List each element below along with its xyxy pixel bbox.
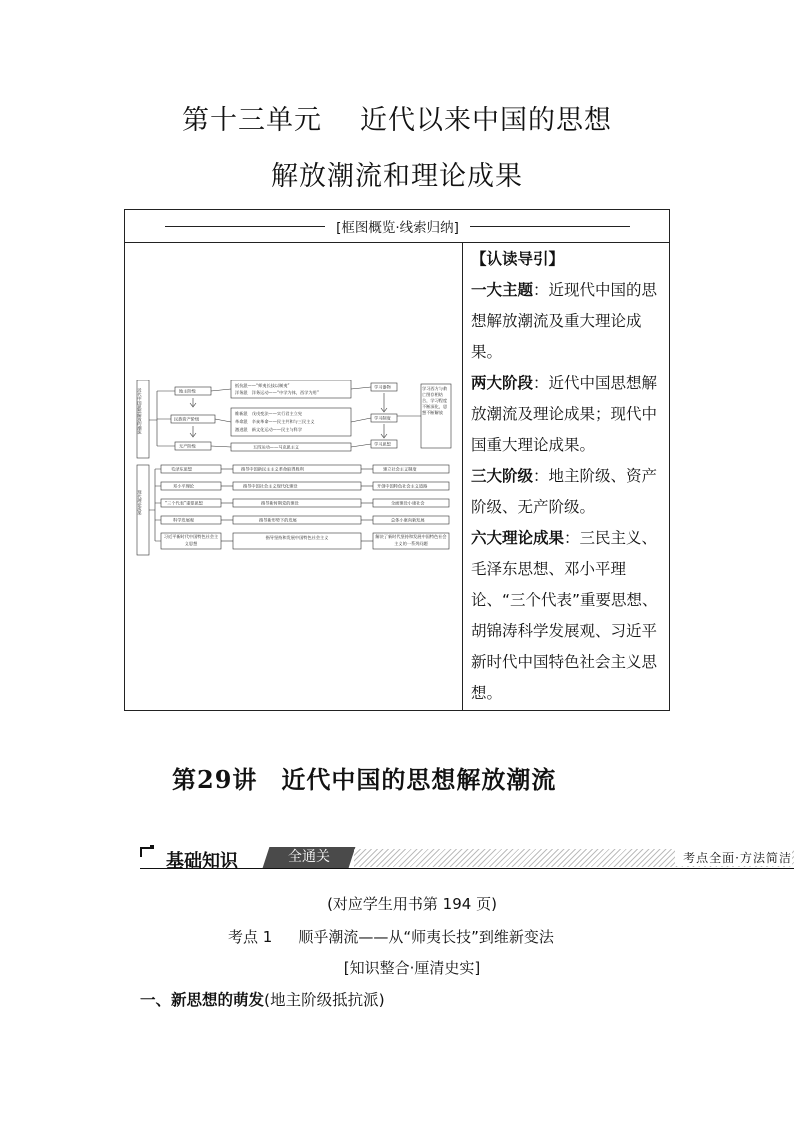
learn-result-fo — [422, 386, 450, 448]
lecture-prefix: 第 — [172, 766, 197, 794]
exam-point — [228, 926, 554, 947]
guide-sep-1: ： — [533, 281, 549, 299]
frame-header-title: [框图概览·线索归纳] — [336, 220, 459, 236]
diagram-left-bottom-text: 现代理论成果 — [137, 490, 143, 516]
learn-1: 学习器物 — [374, 384, 391, 390]
theory-bracket — [149, 469, 161, 541]
guide-heading: 【认读导引】 — [471, 250, 565, 268]
event-5: 激进派 新文化运动——民主与科学 — [235, 427, 303, 432]
guide-key-1: 一大主题 — [471, 281, 534, 299]
section-banner — [140, 845, 794, 872]
event-6: 五四运动——马克思主义 — [253, 444, 300, 450]
link-learn-3 — [351, 444, 371, 447]
class-text-3: 无产阶级 — [179, 443, 196, 449]
guide-text-3: 地主阶级、资产阶级、无产阶级。 — [471, 467, 658, 516]
banner-tag-text: 全通关 — [288, 849, 330, 865]
unit-title-line-2: 解放潮流和理论成果 — [271, 161, 523, 192]
banner-dot-icon — [150, 845, 154, 849]
theory-1: 毛泽东思想 — [171, 466, 192, 472]
guide-5: 指导坚持和发展中国特色社会主义 — [265, 535, 329, 540]
guide-text-2: 近代中国思想解放潮流及理论成果；现代中国重大理论成果。 — [471, 374, 658, 454]
learn-2: 学习制度 — [374, 415, 391, 421]
guide-2: 指导中国社会主义现代化建设 — [243, 483, 298, 489]
guide-text-1: 近现代中国的思想解放潮流及重大理论成果。 — [471, 281, 658, 361]
section-number: 一、 — [140, 991, 172, 1009]
unit-title-part1: 近代以来中国的思想 — [360, 105, 612, 136]
class-text-1: 地主阶级 — [179, 388, 196, 394]
guide-item-2 — [471, 368, 667, 461]
guide-box-4 — [233, 516, 361, 524]
point-title: 顺乎潮流——从“师夷长技”到维新变法 — [298, 928, 554, 946]
learn-3: 学习思想 — [374, 441, 391, 447]
guide-sep-4: ： — [564, 529, 580, 547]
event-4: 革命派 辛亥革命——民主共和与三民主义 — [235, 419, 315, 424]
lecture-suffix: 讲 — [232, 766, 258, 794]
banner-motto: 考点全面·方法简洁 — [675, 849, 792, 866]
unit-title-line-1 — [0, 98, 794, 137]
diagram-left-top-text: 近代中国思想解放的潮流 — [137, 388, 143, 435]
guide-3: 指导新时期党的建设 — [261, 500, 299, 506]
result-5-fo — [374, 534, 448, 549]
guide-1: 指导中国新民主主义革命取得胜利 — [241, 466, 304, 472]
overview-frame — [124, 209, 670, 711]
link-3 — [211, 446, 231, 447]
guide-text-4: 三民主义、毛泽东思想、邓小平理论、“三个代表”重要思想、胡锦涛科学发展观、习近平新时代中国特色社会主义思想。 — [471, 529, 658, 702]
header-rule-left — [165, 226, 325, 227]
point-label: 考点 1 — [228, 928, 273, 946]
event-2: 洋务派 洋务运动——“中学为体，西学为用” — [235, 390, 319, 395]
banner-corner-icon — [140, 847, 150, 857]
banner-basic: 基础知识 — [166, 851, 238, 872]
link-1 — [211, 389, 231, 391]
event-1: 抵抗派——“师夷长技以制夷” — [235, 383, 290, 388]
guide-4: 指导新形势下的发展 — [259, 517, 297, 523]
theory-row-3 — [161, 499, 449, 507]
theory-3: “三个代表”重要思想 — [165, 500, 203, 506]
guide-key-4: 六大理论成果 — [471, 529, 565, 547]
arrow-learn-1 — [381, 393, 387, 412]
arrow-down-2 — [190, 426, 196, 437]
frame-header — [125, 210, 669, 243]
book-reference: (对应学生用书第 194 页) — [327, 895, 497, 913]
theory-4: 科学发展观 — [173, 517, 194, 523]
arrow-down-1 — [190, 398, 196, 407]
theory-row-2 — [161, 482, 449, 490]
overview-diagram — [135, 380, 455, 560]
guide-item-3 — [471, 461, 667, 523]
guide-item-1 — [471, 275, 667, 368]
diagram-svg — [135, 380, 455, 560]
arrow-learn-2 — [381, 424, 387, 438]
theory-5-fo — [162, 534, 220, 549]
frame-divider — [462, 243, 463, 710]
result-5: 解决了新时代坚持和发展中国特色社会主义的一系列问题 — [375, 534, 447, 546]
theory-row-1 — [161, 465, 449, 473]
result-4: 总体小康向新发展 — [391, 517, 425, 523]
theory-row-4 — [161, 516, 449, 524]
guide-key-3: 三大阶级 — [471, 467, 534, 485]
banner-baseline — [140, 868, 794, 869]
knowledge-integrate: [知识整合·厘清史实] — [343, 959, 481, 977]
lecture-name: 近代中国的思想解放潮流 — [281, 766, 557, 794]
guide-item-4 — [471, 523, 667, 709]
guide-key-2: 两大阶段 — [471, 374, 534, 392]
theory-2: 邓小平理论 — [173, 483, 194, 489]
section-heading — [140, 988, 385, 1010]
banner-tag — [263, 847, 356, 868]
result-2: 开创中国特色社会主义道路 — [377, 483, 428, 489]
guide-5-fo — [235, 535, 359, 549]
section-note: (地主阶级抵抗派) — [264, 991, 385, 1009]
guide-sep-2: ： — [533, 374, 549, 392]
lecture-number: 29 — [197, 765, 233, 794]
link-learn-1 — [351, 387, 371, 389]
learn-result-text: 学习西方与救亡图存相结合，学习程度不断深化，思想不断解放 — [422, 386, 448, 415]
reading-guide — [471, 244, 667, 709]
theory-row-5 — [161, 533, 449, 549]
result-1: 建立社会主义制度 — [383, 466, 417, 472]
section-title: 新思想的萌发 — [171, 991, 265, 1009]
unit-label: 第十三单元 — [182, 105, 322, 136]
result-3: 全面建设小康社会 — [391, 500, 425, 506]
theory-5: 习近平新时代中国特色社会主义思想 — [163, 534, 219, 546]
class-text-2: 民族资产阶级 — [174, 416, 200, 422]
link-learn-2 — [351, 418, 371, 422]
link-2 — [215, 419, 231, 422]
lecture-title — [172, 760, 556, 795]
guide-sep-3: ： — [533, 467, 549, 485]
header-rule-right — [470, 226, 630, 227]
event-3: 维新派 戊戌变法——实行君主立宪 — [235, 411, 303, 416]
